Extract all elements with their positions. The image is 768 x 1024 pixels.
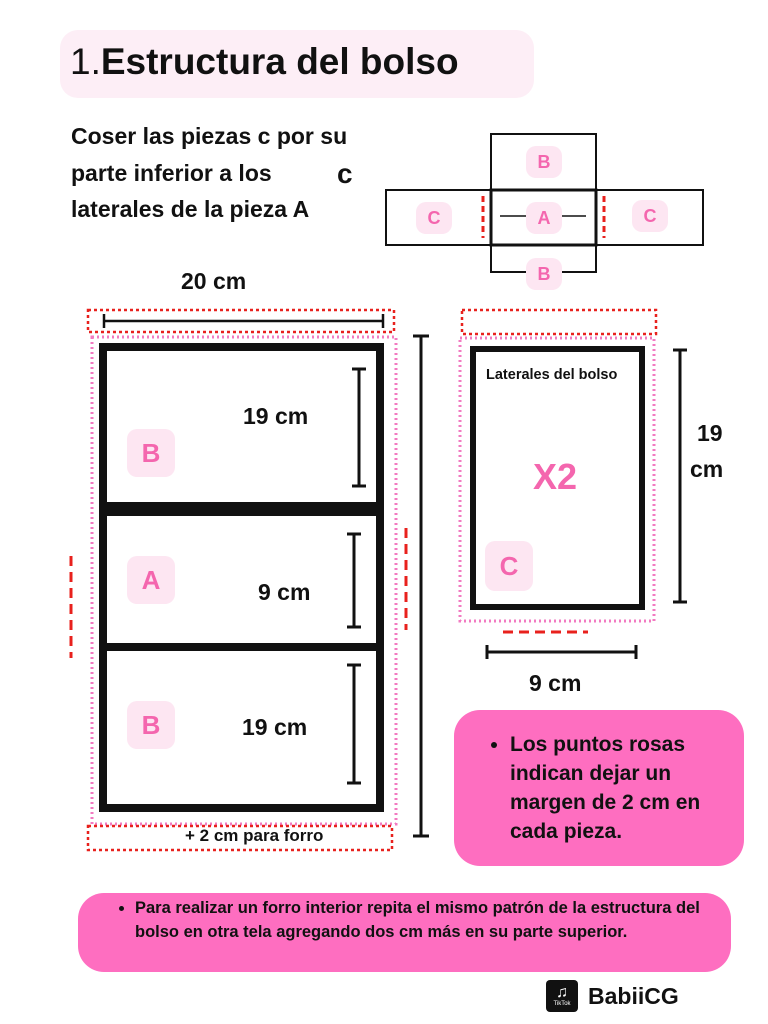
brand-signature xyxy=(546,980,679,1012)
piece-b-bottom-label: B xyxy=(127,701,175,749)
net-b-top-label: B xyxy=(526,146,562,178)
piece-b-top-dimension: 19 cm xyxy=(243,403,309,429)
tiktok-icon: ♫ TikTok xyxy=(546,980,578,1012)
side-piece-c-label: C xyxy=(485,541,533,591)
pink-dots-note xyxy=(454,710,744,866)
side-top-lining-margin xyxy=(462,310,656,334)
side-width-label: 9 cm xyxy=(529,670,582,696)
net-c-left-label: C xyxy=(416,202,452,234)
inner-dimension-bars xyxy=(347,369,366,783)
net-c-overlay-letter: c xyxy=(337,158,353,189)
lining-note: + 2 cm para forro xyxy=(185,826,324,845)
piece-a-dimension: 9 cm xyxy=(258,579,311,605)
title-text: Estructura del bolso xyxy=(100,41,459,82)
piece-b-bottom-dimension: 19 cm xyxy=(242,714,308,740)
pink-dots-note-text: • Los puntos rosas indican dejar un margen de 2 cm en cada pieza. xyxy=(510,730,722,846)
width-label: 20 cm xyxy=(181,268,247,294)
brand-name: BabiiCG xyxy=(588,982,679,1009)
lining-instructions-text: • Para realizar un forro interior repita el mismo patrón de la estructura del bolso en otra tela agregando dos cm más en su parte superior. xyxy=(135,896,703,944)
tiktok-icon-text: TikTok xyxy=(553,1001,571,1007)
title-number: 1. xyxy=(70,41,101,82)
side-height-number: 19 xyxy=(697,420,723,446)
piece-b-top-label: B xyxy=(127,429,175,477)
side-title: Laterales del bolso xyxy=(486,367,618,383)
side-multiplier: X2 xyxy=(533,456,578,497)
piece-a-label: A xyxy=(127,556,175,604)
net-a-label: A xyxy=(526,202,562,234)
net-c-right-label: C xyxy=(632,200,668,232)
lining-instructions-note xyxy=(78,893,731,972)
intro-text: Coser las piezas c por su parte inferior a los laterales de la pieza A xyxy=(71,123,348,222)
side-height-unit: cm xyxy=(690,456,724,482)
net-b-bottom-label: B xyxy=(526,258,562,290)
